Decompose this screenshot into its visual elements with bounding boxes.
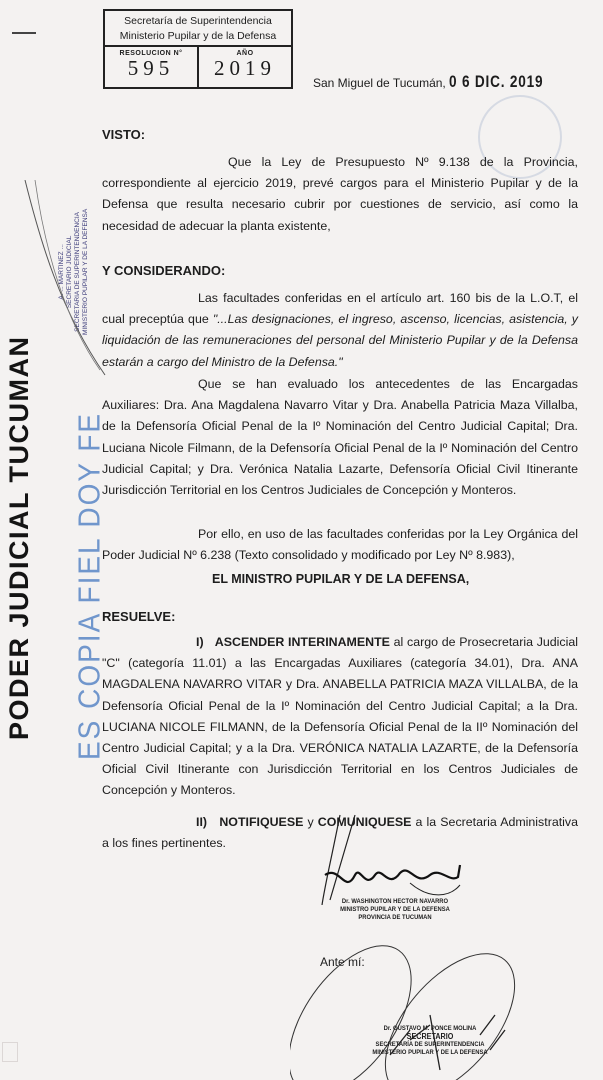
stamp-line: SECRETARIO JUDICIAL bbox=[66, 235, 73, 309]
minister-name: Dr. WASHINGTON HECTOR NAVARRO bbox=[341, 898, 449, 905]
article-2-text: a la Secretaria Administrativa a los fines pertinentes. bbox=[102, 815, 578, 851]
copia-fiel-stamp: ES COPIA FIEL DOY FE bbox=[72, 411, 107, 760]
stamp-line: SECRETARIA DE SUPERINTENDENCIA bbox=[74, 212, 81, 332]
minister-signature-block bbox=[332, 898, 458, 922]
scanner-watermark-icon bbox=[2, 1042, 18, 1062]
resolution-label: RESOLUCION N° bbox=[119, 50, 183, 57]
office-name bbox=[105, 11, 291, 47]
resuelve-heading: RESUELVE: bbox=[102, 609, 176, 624]
date-stamp: 0 6 DIC. 2019 bbox=[449, 72, 544, 91]
law-quote: "...Las designaciones, el ingreso, ascenso, licencias, asistencia, y liquidación de las remuneraciones del personal del Ministerio Pupilar y de la Defensa estarán a cargo del Ministro de la Defensa." bbox=[102, 312, 578, 369]
considerando-paragraph-2: Que se han evaluado los antecedentes de las Encargadas Auxiliares: Dra. Ana Magdalena Navarro Vitar y Dra. Anabella Patricia Maza Villalba, de la Defensoría Oficial Penal de la Iº Nominación del Centro Judicial Capital; Dra. Luciana Nicole Filmann, de la Defensoría Oficial Penal de la Iº Nominación del Centro Judicial Capital; y Dra. Verónica Natalia Lazarte, Defensoría Oficial Civil Itinerante Jurisdicción Territorial en los Centros Judiciales de Concepción y Monteros. bbox=[102, 377, 578, 498]
article-2-action-2: COMUNIQUESE bbox=[317, 815, 412, 829]
resolution-header-box bbox=[103, 9, 293, 89]
minister-title: MINISTRO PUPILAR Y DE LA DEFENSA bbox=[340, 906, 450, 913]
minister-signature bbox=[300, 805, 470, 905]
secretary-signature-block bbox=[372, 1025, 489, 1057]
considerando-heading: Y CONSIDERANDO: bbox=[102, 263, 226, 278]
article-2-number: II) bbox=[196, 815, 208, 829]
year-label: AÑO bbox=[236, 50, 254, 57]
margin-mark bbox=[12, 32, 36, 34]
minister-province: PROVINCIA DE TUCUMAN bbox=[358, 914, 432, 921]
article-1 bbox=[102, 632, 578, 802]
office-line-1: Secretaría de Superintendencia bbox=[124, 15, 272, 27]
article-1-action: ASCENDER INTERINAMENTE bbox=[214, 635, 390, 649]
ante-mi-label: Ante mí: bbox=[320, 955, 365, 969]
considerando-text: Las facultades conferidas en el artículo art. 160 bis de la L.O.T, el cual preceptúa que bbox=[102, 291, 578, 327]
visto-paragraph: Que la Ley de Presupuesto Nº 9.138 de la Provincia, correspondiente al ejercicio 2019, prevé cargos para el Ministerio Pupilar y de la Defensa que resulta necesario cubrir por cuestiones de servicio, así como la necesidad de adecuar la planta existente, bbox=[102, 155, 578, 233]
stamp-line: MINISTERIO PUPILAR Y DE LA DEFENSA bbox=[82, 208, 89, 335]
secretary-signature bbox=[290, 940, 550, 1080]
article-2-action-1: NOTIFIQUESE bbox=[219, 815, 304, 829]
secretary-name: Dr. GUSTAVO M. PONCE MOLINA bbox=[383, 1025, 477, 1032]
secretary-ministry: MINISTERIO PUPILAR Y DE LA DEFENSA bbox=[372, 1049, 488, 1056]
year-cell bbox=[197, 47, 291, 87]
resolution-number-cell bbox=[105, 47, 197, 87]
visto-heading: VISTO: bbox=[102, 127, 146, 142]
side-signature-stroke bbox=[20, 180, 110, 380]
article-2-conjunction: y bbox=[303, 815, 318, 829]
considerando-paragraph-3: Por ello, en uso de las facultades conferidas por la Ley Orgánica del Poder Judicial Nº 6.238 (Texto consolidado y modificado por Ley Nº 8.983), bbox=[102, 527, 578, 563]
resolution-number: 595 bbox=[127, 56, 175, 80]
considerando-paragraph-1 bbox=[102, 288, 578, 373]
year-value: 2019 bbox=[214, 56, 276, 80]
article-1-text: al cargo de Prosecretaria Judicial "C" (categoría 11.01) a las Encargadas Auxiliares (categoría 34.01), Dra. ANA MAGDALENA NAVARRO VITAR y Dra. ANABELLA PATRICIA MAZA VILLALBA, de la Defensoría Oficial Penal de la Iº Nominación del Centro Judicial Capital; a la Dra. LUCIANA NICOLE FILMANN, de la Defensoría Oficial Penal de la IIº Nominación del Centro Judicial Capital; y a la Dra. VERÓNICA NATALIA LAZARTE, de la Defensoría Oficial Civil Itinerante con Jurisdicción Territorial en los Centros Judiciales de Concepción y Monteros. bbox=[102, 635, 579, 798]
poder-judicial-stamp: PODER JUDICIAL TUCUMAN bbox=[4, 335, 34, 740]
place-date bbox=[313, 72, 567, 92]
stamp-line: A. ... MARTINEZ ... bbox=[58, 244, 65, 300]
article-1-number: I) bbox=[196, 635, 204, 649]
place: San Miguel de Tucumán, bbox=[313, 76, 446, 90]
secretary-office: SECRETARÍA DE SUPERINTENDENCIA bbox=[375, 1041, 485, 1048]
office-line-2: Ministerio Pupilar y de la Defensa bbox=[119, 30, 277, 42]
secretary-title: SECRETARIO bbox=[406, 1032, 454, 1041]
ministro-heading: EL MINISTRO PUPILAR Y DE LA DEFENSA, bbox=[212, 572, 470, 586]
